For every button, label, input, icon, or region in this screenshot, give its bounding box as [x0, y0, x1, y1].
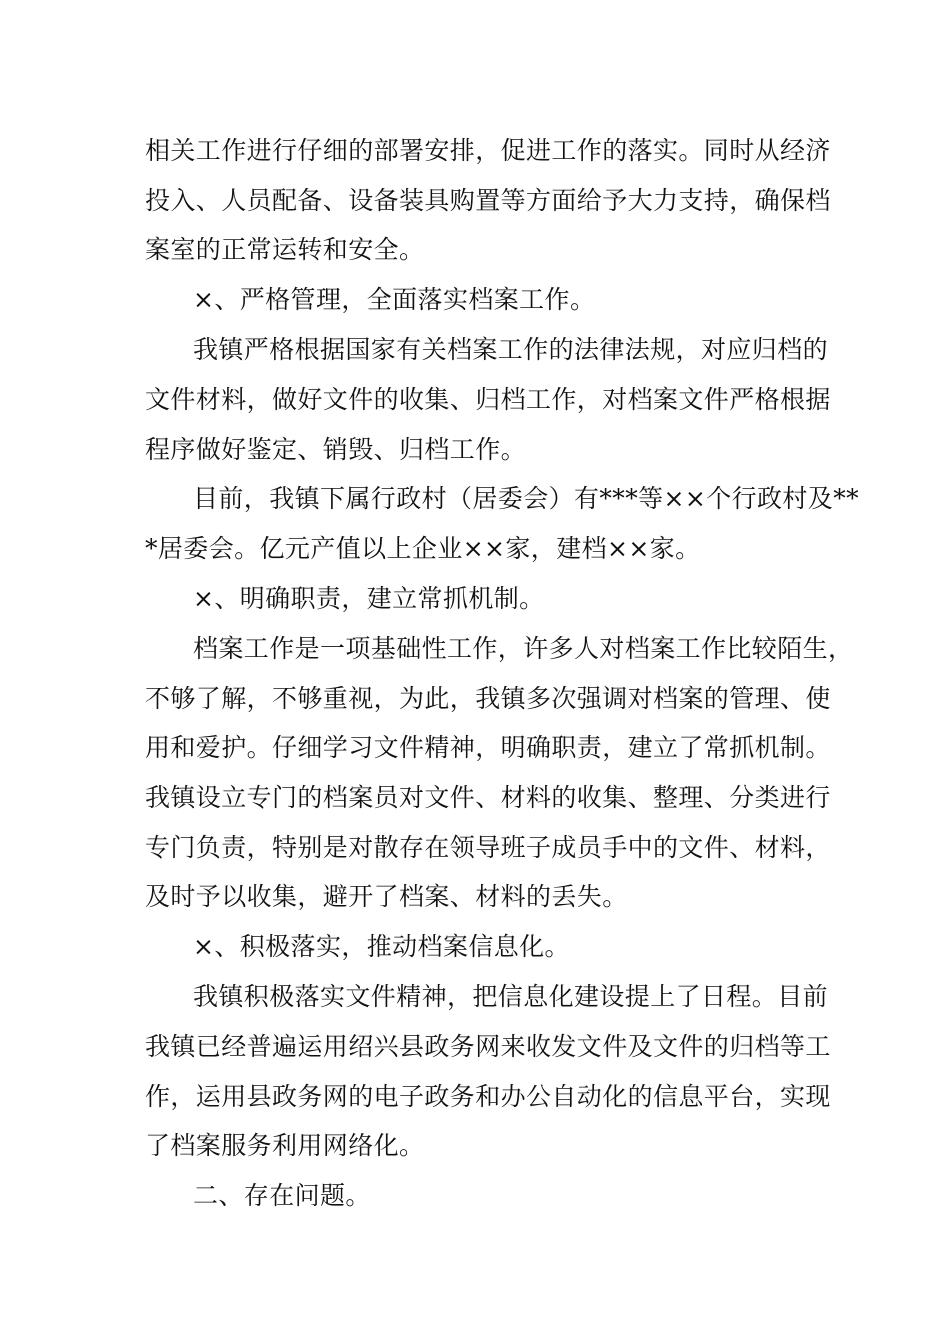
- text-line: 专门负责，特别是对散存在领导班子成员手中的文件、材料，: [145, 833, 831, 862]
- text-line: 用和爱护。仔细学习文件精神，明确职责，建立了常抓机制。: [145, 733, 831, 762]
- text-line: 投入、人员配备、设备装具购置等方面给予大力支持，确保档: [145, 186, 831, 215]
- section-heading: ×、积极落实，推动档案信息化。: [193, 932, 570, 961]
- text-line: 我镇严格根据国家有关档案工作的法律法规，对应归档的: [193, 335, 829, 364]
- text-line: 作，运用县政务网的电子政务和办公自动化的信息平台，实现: [145, 1082, 831, 1111]
- text-line: 目前，我镇下属行政村（居委会）有***等××个行政村及**: [193, 484, 859, 513]
- text-line: 我镇积极落实文件精神，把信息化建设提上了日程。目前: [193, 982, 829, 1011]
- text-line: *居委会。亿元产值以上企业××家，建档××家。: [145, 534, 701, 563]
- text-line: 档案工作是一项基础性工作，许多人对档案工作比较陌生，: [193, 634, 854, 663]
- text-line: 了档案服务利用网络化。: [145, 1131, 425, 1160]
- text-line: 文件材料，做好文件的收集、归档工作，对档案文件严格根据: [145, 385, 831, 414]
- text-line: 相关工作进行仔细的部署安排，促进工作的落实。同时从经济: [145, 136, 831, 165]
- text-line: 我镇设立专门的档案员对文件、材料的收集、整理、分类进行: [145, 783, 831, 812]
- section-heading: ×、明确职责，建立常抓机制。: [193, 584, 545, 613]
- text-line: 程序做好鉴定、销毁、归档工作。: [145, 435, 527, 464]
- text-line: 及时予以收集，避开了档案、材料的丢失。: [145, 882, 628, 911]
- section-heading: ×、严格管理，全面落实档案工作。: [193, 285, 596, 314]
- text-line: 我镇已经普遍运用绍兴县政务网来收发文件及文件的归档等工: [145, 1032, 831, 1061]
- text-line: 案室的正常运转和安全。: [145, 235, 425, 264]
- section-heading: 二、存在问题。: [193, 1181, 371, 1210]
- text-line: 不够了解，不够重视，为此，我镇多次强调对档案的管理、使: [145, 684, 831, 713]
